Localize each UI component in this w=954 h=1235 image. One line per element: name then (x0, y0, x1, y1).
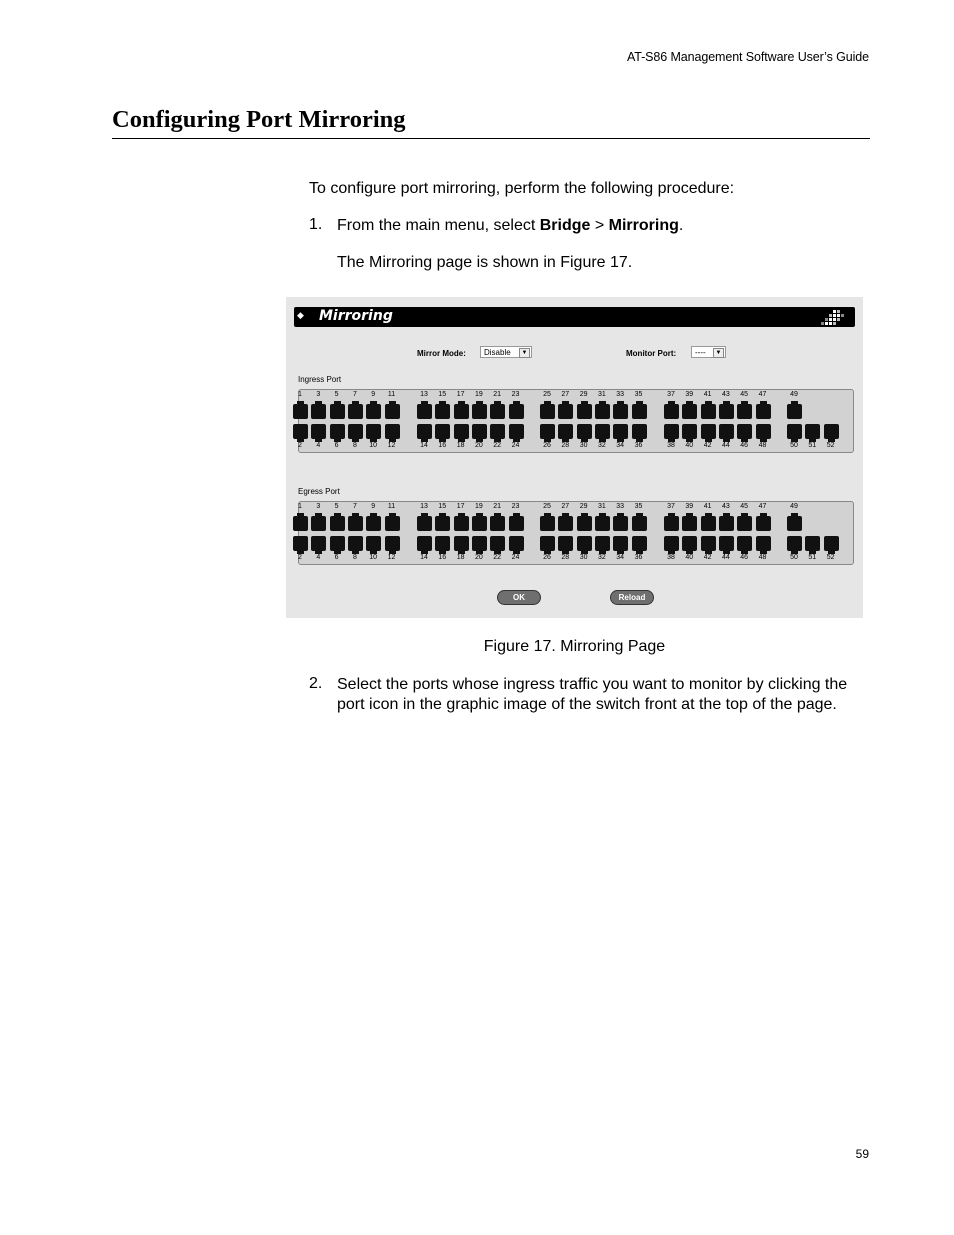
ingress-port-label-43: 43 (721, 391, 730, 398)
egress-port-label-35: 35 (634, 503, 643, 510)
egress-port-label-23: 23 (511, 503, 520, 510)
ingress-port-label-16: 16 (438, 442, 447, 449)
ingress-port-45-icon[interactable] (737, 404, 752, 419)
ingress-port-label-46: 46 (740, 442, 749, 449)
ingress-port-32-icon[interactable] (595, 424, 610, 439)
ingress-port-label-12: 12 (387, 442, 396, 449)
ingress-port-50-icon[interactable] (787, 424, 802, 439)
egress-port-label-11: 11 (387, 503, 396, 510)
egress-port-label-20: 20 (474, 554, 483, 561)
chevron-down-icon: ▼ (713, 348, 724, 358)
egress-port-6-icon[interactable] (330, 536, 345, 551)
ingress-port-label-18: 18 (456, 442, 465, 449)
egress-port-22-icon[interactable] (490, 536, 505, 551)
ingress-port-label-19: 19 (474, 391, 483, 398)
ingress-port-13-icon[interactable] (417, 404, 432, 419)
ingress-port-40-icon[interactable] (682, 424, 697, 439)
mirror-mode-label: Mirror Mode: (417, 349, 466, 358)
ingress-port-21-icon[interactable] (490, 404, 505, 419)
egress-port-label-27: 27 (561, 503, 570, 510)
egress-port-8-icon[interactable] (348, 536, 363, 551)
ingress-port-33-icon[interactable] (613, 404, 628, 419)
ingress-port-label-45: 45 (740, 391, 749, 398)
egress-port-label-52: 52 (826, 554, 835, 561)
mirroring-figure (286, 297, 863, 618)
ingress-port-label-23: 23 (511, 391, 520, 398)
ingress-port-label-39: 39 (685, 391, 694, 398)
egress-port-19-icon[interactable] (472, 516, 487, 531)
egress-port-17-icon[interactable] (454, 516, 469, 531)
ingress-port-label-34: 34 (616, 442, 625, 449)
egress-port-label-1: 1 (298, 503, 302, 510)
egress-port-label-17: 17 (456, 503, 465, 510)
step-1-number: 1. (309, 216, 323, 233)
egress-port-label-31: 31 (597, 503, 606, 510)
brand-logo-icon (821, 309, 845, 325)
ingress-port-7-icon[interactable] (348, 404, 363, 419)
egress-port-label-3: 3 (316, 503, 321, 510)
ingress-port-label-48: 48 (758, 442, 767, 449)
egress-port-43-icon[interactable] (719, 516, 734, 531)
egress-port-51-icon[interactable] (805, 536, 820, 551)
ingress-port-label: Ingress Port (298, 375, 342, 384)
ingress-port-label-42: 42 (703, 442, 712, 449)
egress-port-label-8: 8 (352, 554, 357, 561)
ingress-port-label-36: 36 (634, 442, 643, 449)
ingress-port-label-14: 14 (420, 442, 428, 449)
egress-port-36-icon[interactable] (632, 536, 647, 551)
ingress-port-label-29: 29 (579, 391, 588, 398)
egress-port-37-icon[interactable] (664, 516, 679, 531)
window-title: Mirroring (319, 308, 393, 324)
monitor-port-select[interactable] (691, 346, 726, 358)
egress-port-label-13: 13 (420, 503, 428, 510)
egress-port-46-icon[interactable] (737, 536, 752, 551)
egress-port-label-9: 9 (371, 503, 376, 510)
ingress-port-label-51: 51 (808, 442, 817, 449)
ingress-port-1-icon[interactable] (293, 404, 308, 419)
ingress-port-label-13: 13 (420, 391, 428, 398)
egress-port-label-24: 24 (511, 554, 520, 561)
egress-port-41-icon[interactable] (701, 516, 716, 531)
egress-port-label-37: 37 (667, 503, 675, 510)
section-title: Configuring Port Mirroring (112, 106, 870, 139)
ingress-port-31-icon[interactable] (595, 404, 610, 419)
egress-port-label-15: 15 (438, 503, 447, 510)
ingress-port-label-38: 38 (667, 442, 675, 449)
egress-port-42-icon[interactable] (701, 536, 716, 551)
egress-port-35-icon[interactable] (632, 516, 647, 531)
egress-port-label-10: 10 (369, 554, 378, 561)
ingress-port-5-icon[interactable] (330, 404, 345, 419)
egress-port-48-icon[interactable] (756, 536, 771, 551)
ingress-port-20-icon[interactable] (472, 424, 487, 439)
step-1-menu-mirroring: Mirroring (608, 217, 679, 234)
step-1-menu-bridge: Bridge (539, 217, 591, 234)
monitor-port-label: Monitor Port: (626, 349, 677, 358)
ingress-port-9-icon[interactable] (366, 404, 381, 419)
ingress-port-label-27: 27 (561, 391, 570, 398)
egress-port-34-icon[interactable] (613, 536, 628, 551)
egress-port-label-48: 48 (758, 554, 767, 561)
ingress-port-23-icon[interactable] (509, 404, 524, 419)
egress-port-11-icon[interactable] (385, 516, 400, 531)
egress-port-label-4: 4 (316, 554, 321, 561)
egress-port-label-22: 22 (493, 554, 502, 561)
egress-port-16-icon[interactable] (435, 536, 450, 551)
egress-port-label-12: 12 (387, 554, 396, 561)
ingress-port-label-32: 32 (597, 442, 606, 449)
ingress-port-label-33: 33 (616, 391, 625, 398)
egress-port-label-38: 38 (667, 554, 675, 561)
ingress-port-4-icon[interactable] (311, 424, 326, 439)
egress-port-29-icon[interactable] (577, 516, 592, 531)
egress-port-28-icon[interactable] (558, 536, 573, 551)
ingress-port-41-icon[interactable] (701, 404, 716, 419)
mirror-mode-select[interactable] (480, 346, 532, 358)
ingress-port-label-26: 26 (543, 442, 551, 449)
ingress-port-label-17: 17 (456, 391, 465, 398)
egress-port-47-icon[interactable] (756, 516, 771, 531)
ingress-port-label-10: 10 (369, 442, 378, 449)
ingress-port-42-icon[interactable] (701, 424, 716, 439)
egress-port-label-29: 29 (579, 503, 588, 510)
ingress-port-label-52: 52 (826, 442, 835, 449)
egress-port-label-40: 40 (685, 554, 694, 561)
egress-port-50-icon[interactable] (787, 536, 802, 551)
figure-caption: Figure 17. Mirroring Page (483, 638, 666, 655)
egress-port-label-25: 25 (543, 503, 551, 510)
step-1-subtext: The Mirroring page is shown in Figure 17. (337, 254, 633, 271)
title-bullet-icon: ◆ (297, 310, 304, 320)
egress-port-12-icon[interactable] (385, 536, 400, 551)
egress-port-27-icon[interactable] (558, 516, 573, 531)
egress-port-label-18: 18 (456, 554, 465, 561)
egress-port-14-icon[interactable] (417, 536, 432, 551)
egress-port-label: Egress Port (298, 487, 340, 496)
ingress-port-18-icon[interactable] (454, 424, 469, 439)
ingress-port-17-icon[interactable] (454, 404, 469, 419)
monitor-port-value: ---- (695, 348, 706, 357)
ingress-port-27-icon[interactable] (558, 404, 573, 419)
ingress-port-35-icon[interactable] (632, 404, 647, 419)
egress-port-10-icon[interactable] (366, 536, 381, 551)
ingress-port-47-icon[interactable] (756, 404, 771, 419)
egress-port-23-icon[interactable] (509, 516, 524, 531)
ingress-port-label-31: 31 (597, 391, 606, 398)
egress-port-label-16: 16 (438, 554, 447, 561)
egress-port-label-42: 42 (703, 554, 712, 561)
ingress-port-label-5: 5 (334, 391, 339, 398)
ingress-port-30-icon[interactable] (577, 424, 592, 439)
egress-port-20-icon[interactable] (472, 536, 487, 551)
egress-port-3-icon[interactable] (311, 516, 326, 531)
ingress-port-10-icon[interactable] (366, 424, 381, 439)
egress-port-9-icon[interactable] (366, 516, 381, 531)
egress-port-label-7: 7 (352, 503, 357, 510)
ingress-port-label-25: 25 (543, 391, 551, 398)
ingress-port-label-8: 8 (352, 442, 357, 449)
ingress-port-52-icon[interactable] (824, 424, 839, 439)
egress-port-label-5: 5 (334, 503, 339, 510)
ingress-port-label-37: 37 (667, 391, 675, 398)
egress-port-label-32: 32 (597, 554, 606, 561)
ingress-port-label-28: 28 (561, 442, 570, 449)
chevron-down-icon: ▼ (519, 348, 530, 358)
ingress-port-36-icon[interactable] (632, 424, 647, 439)
step-1-separator: > (590, 217, 609, 234)
ingress-port-3-icon[interactable] (311, 404, 326, 419)
egress-port-label-14: 14 (420, 554, 428, 561)
egress-port-label-30: 30 (579, 554, 588, 561)
egress-port-4-icon[interactable] (311, 536, 326, 551)
step-1-suffix: . (678, 217, 684, 234)
mirror-mode-value: Disable (484, 348, 511, 357)
ingress-port-2-icon[interactable] (293, 424, 308, 439)
ingress-port-label-9: 9 (371, 391, 376, 398)
ingress-port-43-icon[interactable] (719, 404, 734, 419)
ingress-port-label-49: 49 (790, 391, 798, 398)
egress-port-52-icon[interactable] (824, 536, 839, 551)
step-2-text: Select the ports whose ingress traffic you want to monitor by clicking the port icon in the graphic image of the switch front at the top of the page. (337, 676, 848, 713)
ingress-port-label-15: 15 (438, 391, 447, 398)
egress-port-label-41: 41 (703, 503, 712, 510)
egress-port-label-33: 33 (616, 503, 625, 510)
egress-port-label-51: 51 (808, 554, 817, 561)
egress-port-label-28: 28 (561, 554, 570, 561)
egress-port-24-icon[interactable] (509, 536, 524, 551)
ingress-port-label-35: 35 (634, 391, 643, 398)
egress-port-33-icon[interactable] (613, 516, 628, 531)
ingress-port-12-icon[interactable] (385, 424, 400, 439)
egress-port-label-26: 26 (543, 554, 551, 561)
egress-port-38-icon[interactable] (664, 536, 679, 551)
step-1-prefix: From the main menu, select (337, 217, 540, 234)
ingress-port-16-icon[interactable] (435, 424, 450, 439)
ingress-port-label-24: 24 (511, 442, 520, 449)
egress-port-label-6: 6 (334, 554, 339, 561)
egress-port-7-icon[interactable] (348, 516, 363, 531)
egress-port-label-46: 46 (740, 554, 749, 561)
ingress-port-panel (298, 389, 854, 453)
ingress-port-label-6: 6 (334, 442, 339, 449)
ingress-port-label-7: 7 (352, 391, 357, 398)
egress-port-40-icon[interactable] (682, 536, 697, 551)
egress-port-label-45: 45 (740, 503, 749, 510)
egress-port-label-34: 34 (616, 554, 625, 561)
egress-port-31-icon[interactable] (595, 516, 610, 531)
egress-port-44-icon[interactable] (719, 536, 734, 551)
ingress-port-19-icon[interactable] (472, 404, 487, 419)
egress-port-label-44: 44 (721, 554, 730, 561)
ingress-port-label-2: 2 (298, 442, 302, 449)
reload-button[interactable]: Reload (610, 590, 654, 605)
window-title-bar (294, 307, 855, 327)
egress-port-label-47: 47 (758, 503, 767, 510)
ingress-port-51-icon[interactable] (805, 424, 820, 439)
ingress-port-6-icon[interactable] (330, 424, 345, 439)
ingress-port-label-20: 20 (474, 442, 483, 449)
egress-port-39-icon[interactable] (682, 516, 697, 531)
egress-port-label-50: 50 (790, 554, 798, 561)
egress-port-32-icon[interactable] (595, 536, 610, 551)
egress-port-18-icon[interactable] (454, 536, 469, 551)
ingress-port-label-21: 21 (493, 391, 502, 398)
ingress-port-34-icon[interactable] (613, 424, 628, 439)
egress-port-2-icon[interactable] (293, 536, 308, 551)
egress-port-label-49: 49 (790, 503, 798, 510)
egress-port-13-icon[interactable] (417, 516, 432, 531)
ingress-port-11-icon[interactable] (385, 404, 400, 419)
ingress-port-25-icon[interactable] (540, 404, 555, 419)
ingress-port-22-icon[interactable] (490, 424, 505, 439)
egress-port-45-icon[interactable] (737, 516, 752, 531)
egress-port-label-36: 36 (634, 554, 643, 561)
ingress-port-44-icon[interactable] (719, 424, 734, 439)
egress-port-5-icon[interactable] (330, 516, 345, 531)
ingress-port-38-icon[interactable] (664, 424, 679, 439)
egress-port-label-39: 39 (685, 503, 694, 510)
ingress-port-label-1: 1 (298, 391, 302, 398)
ingress-port-label-40: 40 (685, 442, 694, 449)
ingress-port-49-icon[interactable] (787, 404, 802, 419)
egress-port-30-icon[interactable] (577, 536, 592, 551)
egress-port-label-21: 21 (493, 503, 502, 510)
ingress-port-15-icon[interactable] (435, 404, 450, 419)
egress-port-1-icon[interactable] (293, 516, 308, 531)
ingress-port-29-icon[interactable] (577, 404, 592, 419)
ingress-port-26-icon[interactable] (540, 424, 555, 439)
egress-port-26-icon[interactable] (540, 536, 555, 551)
ingress-port-label-3: 3 (316, 391, 321, 398)
egress-port-21-icon[interactable] (490, 516, 505, 531)
ingress-port-label-30: 30 (579, 442, 588, 449)
ingress-port-8-icon[interactable] (348, 424, 363, 439)
ingress-port-28-icon[interactable] (558, 424, 573, 439)
ingress-port-39-icon[interactable] (682, 404, 697, 419)
ingress-port-label-50: 50 (790, 442, 798, 449)
step-2-number: 2. (309, 675, 323, 692)
ingress-port-label-41: 41 (703, 391, 712, 398)
egress-port-15-icon[interactable] (435, 516, 450, 531)
running-header: AT-S86 Management Software User’s Guide (626, 50, 869, 64)
intro-paragraph: To configure port mirroring, perform the following procedure: (309, 180, 735, 197)
egress-port-label-19: 19 (474, 503, 483, 510)
ingress-port-48-icon[interactable] (756, 424, 771, 439)
ingress-port-37-icon[interactable] (664, 404, 679, 419)
ok-button[interactable]: OK (497, 590, 541, 605)
egress-port-25-icon[interactable] (540, 516, 555, 531)
ingress-port-24-icon[interactable] (509, 424, 524, 439)
egress-port-panel (298, 501, 854, 565)
ingress-port-label-44: 44 (721, 442, 730, 449)
egress-port-49-icon[interactable] (787, 516, 802, 531)
ingress-port-label-47: 47 (758, 391, 767, 398)
ingress-port-label-11: 11 (387, 391, 396, 398)
ingress-port-label-4: 4 (316, 442, 321, 449)
egress-port-label-2: 2 (298, 554, 302, 561)
ingress-port-label-22: 22 (493, 442, 502, 449)
ingress-port-46-icon[interactable] (737, 424, 752, 439)
step-1-text (337, 216, 683, 236)
page-number: 59 (855, 1147, 869, 1161)
ingress-port-14-icon[interactable] (417, 424, 432, 439)
egress-port-label-43: 43 (721, 503, 730, 510)
